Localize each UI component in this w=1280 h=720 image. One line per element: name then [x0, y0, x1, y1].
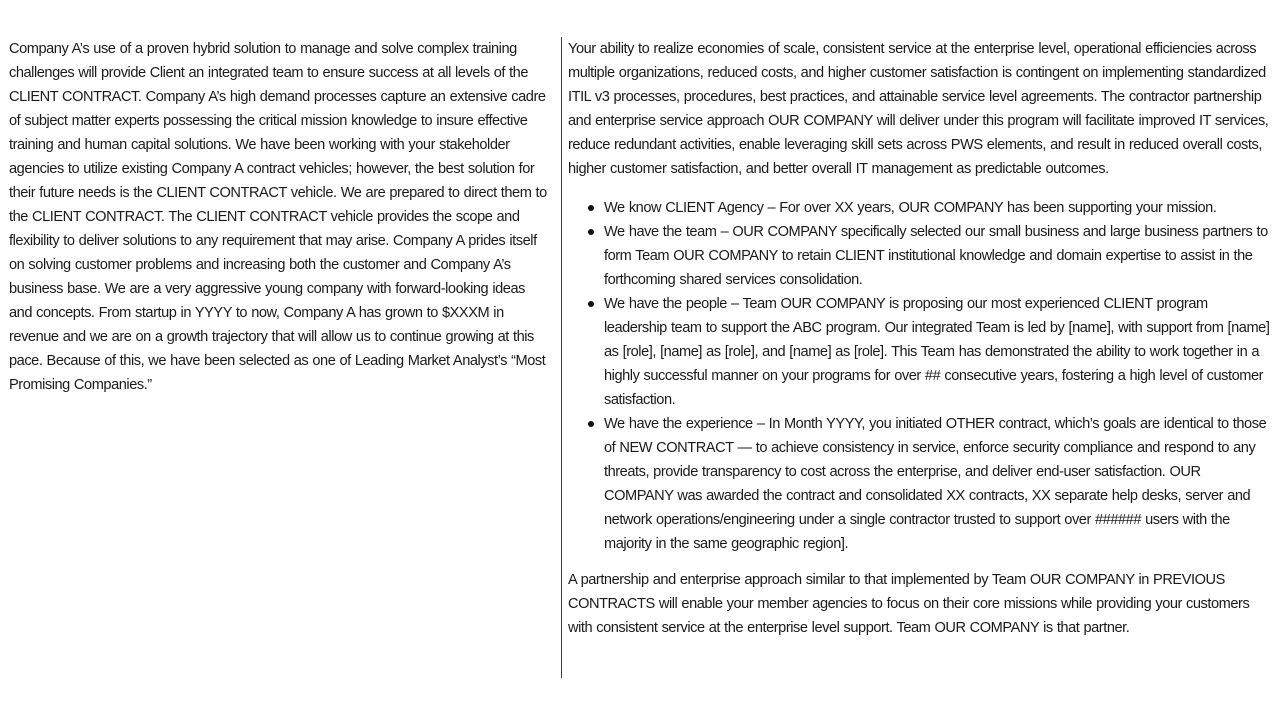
right-column — [568, 37, 1270, 640]
bullet-text: We know CLIENT Agency – For over XX years, OUR COMPANY has been supporting your mission. — [604, 200, 1217, 216]
bullet-icon — [588, 421, 594, 427]
closing-paragraph: A partnership and enterprise approach similar to that implemented by Team OUR COMPANY in PREVIOUS CONTRACTS will enable your member agencies to focus on their core missions while providing your customers with consistent service at the enterprise level support. Team OUR COMPANY is that partner. — [568, 572, 1250, 636]
bullet-item-experience — [568, 412, 1270, 556]
left-column — [9, 37, 551, 397]
bullet-item-know-client — [568, 196, 1270, 220]
bullet-item-team — [568, 220, 1270, 292]
bullet-text: We have the experience – In Month YYYY, you initiated OTHER contract, which’s goals are identical to those of NEW CONTRACT — to achieve consistency in service, enforce security compliance and respond to any threats, provide transparency to cost across the enterprise, and deliver end-user satisfaction. OUR COMPANY was awarded the contract and consolidated XX contracts, XX separate help desks, server and network operations/engineering under a single contractor trusted to support over ###### users with the majority in the same geographic region]. — [604, 416, 1267, 552]
intro-paragraph: Your ability to realize economies of scale, consistent service at the enterprise level, operational efficiencies across multiple organizations, reduced costs, and higher customer satisfaction is contingent on implementing standardized ITIL v3 processes, procedures, best practices, and attainable service level agreements. The contractor partnership and enterprise service approach OUR COMPANY will deliver under this program will facilitate improved IT services, reduce redundant activities, enable leveraging skill sets across PWS elements, and result in reduced overall costs, higher customer satisfaction, and better overall IT management as predictable outcomes. — [568, 41, 1269, 177]
bullet-list — [568, 196, 1270, 556]
bullet-icon — [588, 205, 594, 211]
company-overview-paragraph: Company A’s use of a proven hybrid solution to manage and solve complex training challenges will provide Client an integrated team to ensure success at all levels of the CLIENT CONTRACT. Company A’s high demand processes capture an extensive cadre of subject matter experts possessing the critical mission knowledge to insure effective training and human capital solutions. We have been working with your stakeholder agencies to utilize existing Company A contract vehicles; however, the best solution for their future needs is the CLIENT CONTRACT vehicle. We are prepared to direct them to the CLIENT CONTRACT. The CLIENT CONTRACT vehicle provides the scope and flexibility to deliver solutions to any requirement that may arise. Company A prides itself on solving customer problems and increasing both the customer and Company A’s business base. We are a very aggressive young company with forward-looking ideas and concepts. From startup in YYYY to now, Company A has grown to $XXXM in revenue and we are on a growth trajectory that will allow us to continue growing at this pace. Because of this, we have been selected as one of Leading Market Analyst’s “Most Promising Companies.” — [9, 41, 547, 393]
bullet-text: We have the team – OUR COMPANY specifically selected our small business and large business partners to form Team OUR COMPANY to retain CLIENT institutional knowledge and domain expertise to assist in the forthcoming shared services consolidation. — [604, 224, 1268, 288]
bullet-text: We have the people – Team OUR COMPANY is proposing our most experienced CLIENT program leadership team to support the ABC program. Our integrated Team is led by [name], with support from [name] as [role], [name] as [role], and [name] as [role]. This Team has demonstrated the ability to work together in a highly successful manner on your programs for over ## consecutive years, fostering a high level of customer satisfaction. — [604, 296, 1270, 408]
bullet-icon — [588, 229, 594, 235]
bullet-item-people — [568, 292, 1270, 412]
column-divider — [561, 37, 562, 678]
bullet-icon — [588, 301, 594, 307]
